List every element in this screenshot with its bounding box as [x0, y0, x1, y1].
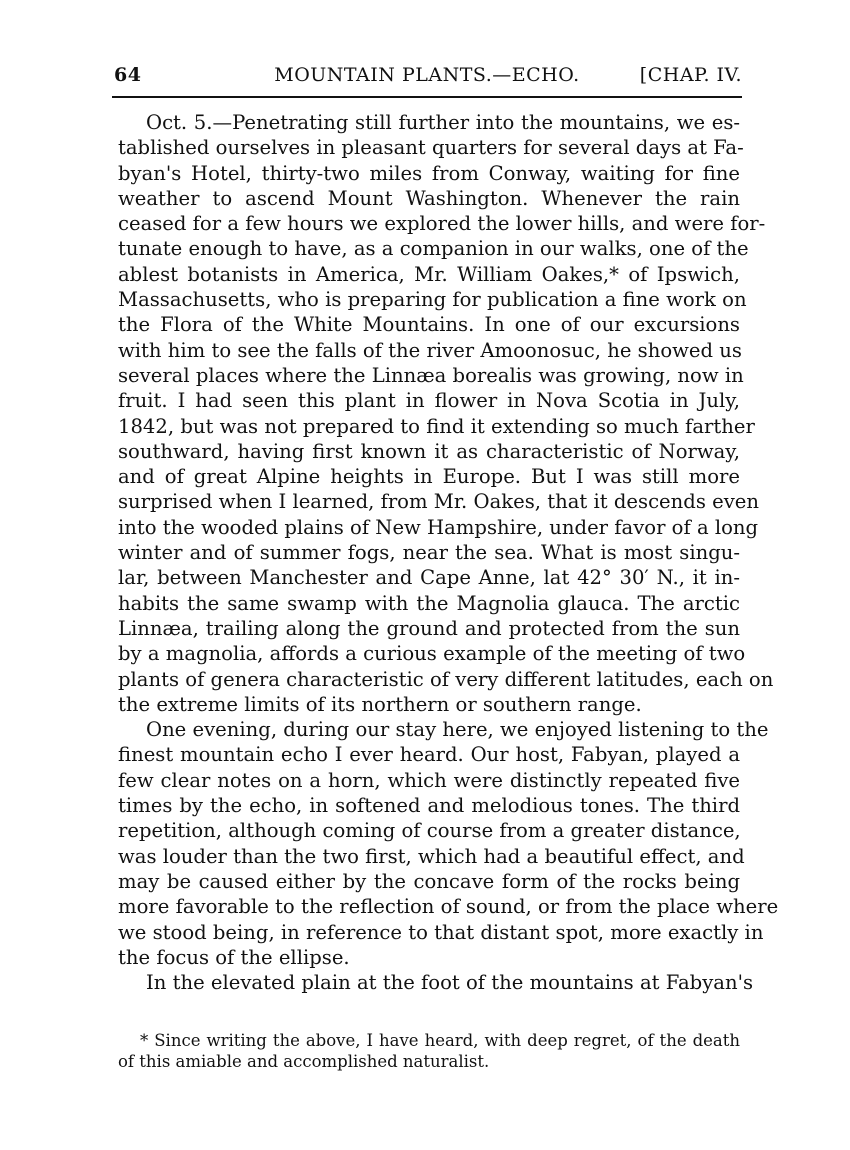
text-line: several places where the Linnæa borealis was growing, now in — [118, 363, 744, 387]
text-line: the Flora of the White Mountains. In one of our excursions — [118, 313, 740, 337]
running-title: MOUNTAIN PLANTS.—ECHO. — [274, 64, 580, 86]
text-line: surprised when I learned, from Mr. Oakes, that it descends even — [118, 490, 759, 514]
paragraph — [118, 970, 754, 995]
text-line: and of great Alpine heights in Europe. But I was still more — [118, 465, 740, 489]
text-line: the extreme limits of its northern or southern range. — [118, 692, 642, 716]
text-line: lar, between Manchester and Cape Anne, lat 42° 30′ N., it in- — [118, 566, 740, 590]
text-line: In the elevated plain at the foot of the mountains at Fabyan's — [146, 971, 754, 995]
text-line: plants of genera characteristic of very different latitudes, each on — [118, 667, 774, 691]
header-rule — [112, 96, 742, 98]
text-line: the focus of the ellipse. — [118, 945, 350, 969]
footnote-line: of this amiable and accomplished naturalist. — [118, 1052, 490, 1071]
text-line: few clear notes on a horn, which were distinctly repeated five — [118, 768, 740, 792]
footnote-line: * Since writing the above, I have heard, with deep regret, of the death — [140, 1031, 740, 1050]
text-line: Linnæa, trailing along the ground and protected from the sun — [118, 616, 740, 640]
running-head — [112, 58, 742, 92]
text-line: may be caused either by the concave form of the rocks being — [118, 869, 740, 893]
paragraph — [118, 717, 779, 970]
text-line: tunate enough to have, as a companion in our walks, one of the — [118, 237, 749, 261]
text-line: habits the same swamp with the Magnolia glauca. The arctic — [118, 591, 740, 615]
text-line: fruit. I had seen this plant in flower in Nova Scotia in July, — [118, 389, 740, 413]
text-line: Oct. 5.—Penetrating still further into the mountains, we es- — [146, 111, 740, 134]
text-line: southward, having first known it as characteristic of Norway, — [118, 439, 740, 463]
text-line: times by the echo, in softened and melodious tones. The third — [118, 794, 740, 818]
text-line: ceased for a few hours we explored the lower hills, and were for- — [118, 212, 766, 236]
text-line: more favorable to the reflection of sound, or from the place where — [118, 895, 779, 919]
page-number: 64 — [114, 64, 142, 86]
chapter-reference: [CHAP. IV. — [639, 64, 742, 86]
text-line: ablest botanists in America, Mr. William Oakes,* of Ipswich, — [118, 262, 740, 286]
text-line: we stood being, in reference to that distant spot, more exactly in — [118, 920, 764, 944]
text-line: One evening, during our stay here, we enjoyed listening to the — [146, 718, 769, 742]
text-line: tablished ourselves in pleasant quarters for several days at Fa- — [118, 136, 744, 160]
text-line: into the wooded plains of New Hampshire, under favor of a long — [118, 515, 759, 539]
text-line: winter and of summer fogs, near the sea. What is most singu- — [118, 541, 740, 565]
paragraph — [118, 110, 774, 717]
text-line: repetition, although coming of course from a greater distance, — [118, 819, 741, 843]
text-line: by a magnolia, affords a curious example of the meeting of two — [118, 642, 746, 666]
footnote — [118, 1030, 740, 1072]
text-line: was louder than the two first, which had a beautiful effect, and — [118, 844, 745, 868]
text-line: 1842, but was not prepared to find it extending so much farther — [118, 414, 755, 438]
text-line: finest mountain echo I ever heard. Our host, Fabyan, played a — [118, 743, 740, 767]
text-line: weather to ascend Mount Washington. Whenever the rain — [118, 186, 740, 210]
body-text — [118, 110, 779, 995]
text-line: with him to see the falls of the river Amoonosuc, he showed us — [118, 338, 742, 362]
text-line: Massachusetts, who is preparing for publication a fine work on — [118, 288, 747, 312]
text-line: byan's Hotel, thirty-two miles from Conway, waiting for fine — [118, 161, 740, 185]
